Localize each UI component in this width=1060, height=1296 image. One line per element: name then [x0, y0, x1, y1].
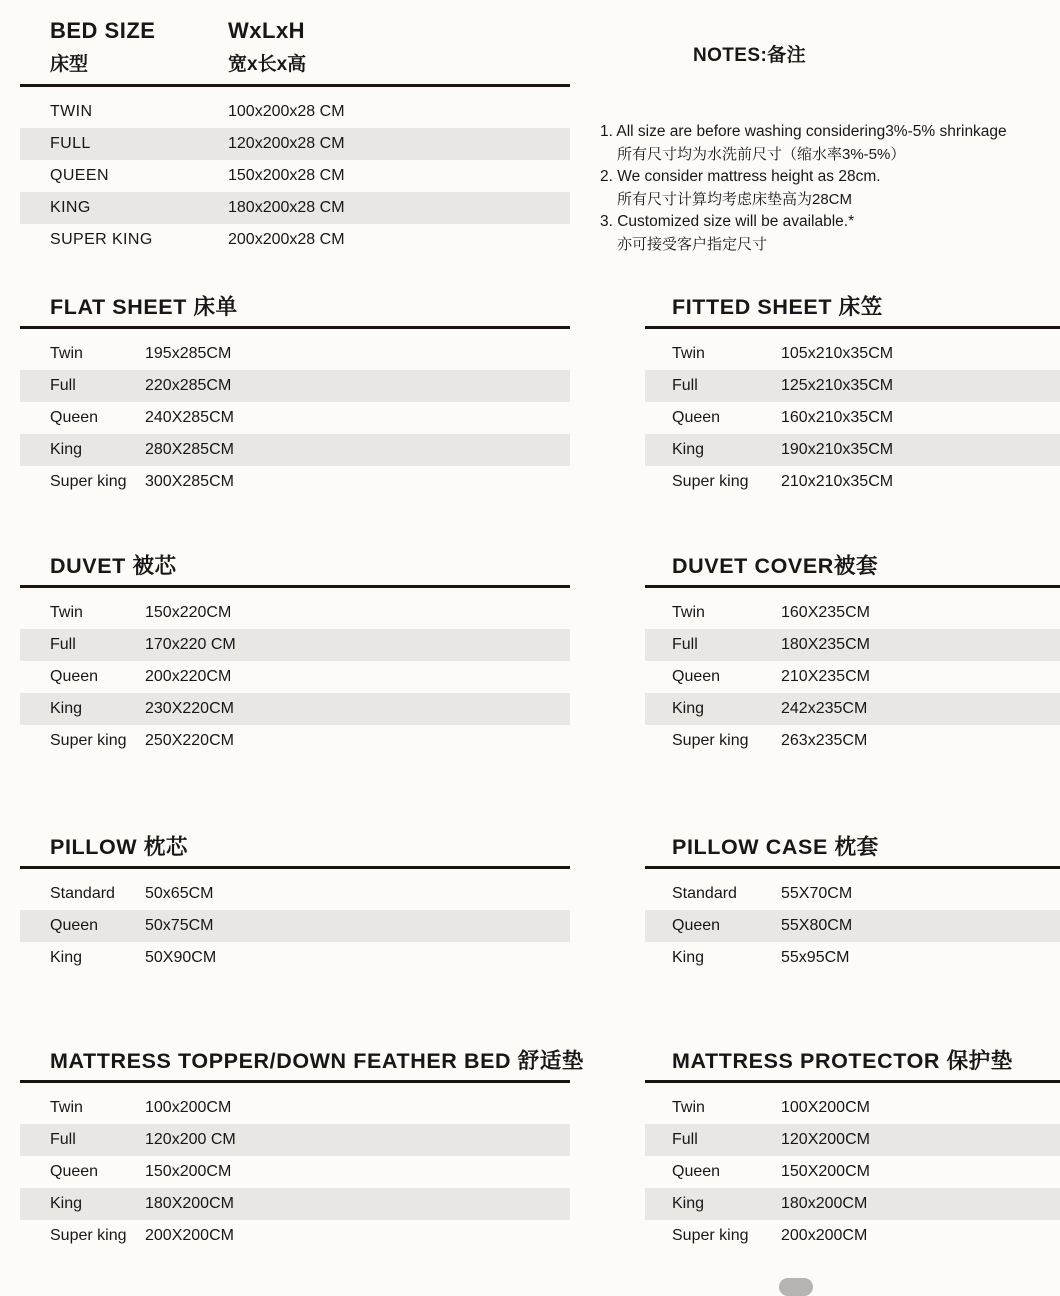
size-value: 210X235CM [781, 668, 870, 685]
size-label: Super king [50, 473, 127, 490]
size-value: 160X235CM [781, 604, 870, 621]
size-label: Standard [50, 885, 115, 902]
section-rows [20, 338, 570, 498]
table-row [20, 693, 570, 725]
size-label: King [672, 441, 705, 458]
section-pair [0, 1044, 1060, 1252]
size-label: King [50, 441, 83, 458]
size-label: Twin [672, 345, 705, 362]
section-rule [645, 1080, 1060, 1083]
size-label: SUPER KING [50, 231, 153, 248]
table-row [20, 661, 570, 693]
table-row [20, 224, 570, 256]
table-row [645, 1220, 1060, 1252]
table-row [645, 629, 1060, 661]
table-row [20, 160, 570, 192]
size-label: Queen [50, 409, 99, 426]
section-rows [645, 1092, 1060, 1252]
table-row [645, 402, 1060, 434]
size-label: QUEEN [50, 167, 109, 184]
size-label: Super king [50, 1227, 127, 1244]
bed-size-column-header [50, 18, 155, 76]
size-label: King [50, 949, 83, 966]
size-label: Super king [672, 732, 749, 749]
table-row [645, 1124, 1060, 1156]
table-row [20, 1124, 570, 1156]
note-line-zh: 所有尺寸均为水洗前尺寸（缩水率3%-5%） [617, 145, 906, 163]
bed-size-title: BED SIZE [50, 18, 156, 43]
size-label: Full [672, 377, 698, 394]
size-value: 180X235CM [781, 636, 870, 653]
section-title: DUVET COVER被套 [672, 554, 879, 578]
size-label: TWIN [50, 103, 93, 120]
size-value: 250X220CM [145, 732, 234, 749]
size-label: Queen [50, 1163, 99, 1180]
size-label: Twin [50, 604, 83, 621]
size-label: FULL [50, 135, 91, 152]
table-row [20, 434, 570, 466]
section-title: PILLOW 枕芯 [50, 835, 188, 859]
size-label: King [50, 700, 83, 717]
table-row [645, 693, 1060, 725]
size-label: Full [50, 377, 76, 394]
size-value: 300X285CM [145, 473, 234, 490]
size-value: 160x210x35CM [781, 409, 894, 426]
size-sections [0, 290, 1060, 1252]
size-value: 180x200CM [781, 1195, 868, 1212]
size-label: Twin [50, 345, 83, 362]
size-value: 242x235CM [781, 700, 868, 717]
notes-title: NOTES:备注 [693, 45, 806, 66]
size-value: 230X220CM [145, 700, 234, 717]
table-row [20, 1092, 570, 1124]
table-row [645, 1188, 1060, 1220]
header-rule [20, 84, 570, 87]
table-row [645, 338, 1060, 370]
size-value: 55X70CM [781, 885, 853, 902]
section-title: DUVET 被芯 [50, 554, 177, 578]
size-value: 150x200CM [145, 1163, 232, 1180]
table-row [20, 597, 570, 629]
size-value: 120X200CM [781, 1131, 870, 1148]
size-label: Queen [50, 668, 99, 685]
table-row [20, 402, 570, 434]
size-value: 210x210x35CM [781, 473, 894, 490]
size-value: 200x220CM [145, 668, 232, 685]
size-value: 150X200CM [781, 1163, 870, 1180]
size-value: 220x285CM [145, 377, 232, 394]
size-value: 280X285CM [145, 441, 234, 458]
table-row [645, 661, 1060, 693]
table-row [645, 1092, 1060, 1124]
dimensions-column-header [228, 18, 306, 76]
size-value: 170x220 CM [145, 636, 236, 653]
size-label: Queen [672, 917, 721, 934]
size-label: Twin [50, 1099, 83, 1116]
table-row [20, 910, 570, 942]
size-label: Full [672, 1131, 698, 1148]
section-rule [20, 326, 570, 329]
size-value: 200x200CM [781, 1227, 868, 1244]
size-value: 240X285CM [145, 409, 234, 426]
size-label: Full [50, 1131, 76, 1148]
section-rule [20, 866, 570, 869]
size-value: 55X80CM [781, 917, 853, 934]
table-row [645, 466, 1060, 498]
scroll-indicator [779, 1278, 813, 1296]
section-title: PILLOW CASE 枕套 [672, 835, 879, 859]
size-value: 150x200x28 CM [228, 167, 345, 184]
size-label: Queen [672, 1163, 721, 1180]
size-value: 200x200x28 CM [228, 231, 345, 248]
size-label: Super king [672, 1227, 749, 1244]
section-title: MATTRESS TOPPER/DOWN FEATHER BED 舒适垫 [50, 1049, 585, 1073]
table-row [645, 434, 1060, 466]
bed-size-section [0, 0, 1060, 265]
size-label: King [672, 949, 705, 966]
note-line-zh: 所有尺寸计算均考虑床垫高为28CM [617, 190, 853, 208]
table-row [645, 370, 1060, 402]
dims-subtitle: 宽x长x高 [228, 54, 307, 75]
size-value: 55x95CM [781, 949, 850, 966]
section-rule [645, 585, 1060, 588]
table-row [20, 1220, 570, 1252]
size-label: Full [672, 636, 698, 653]
table-row [645, 878, 1060, 910]
size-value: 195x285CM [145, 345, 232, 362]
bed-size-subtitle: 床型 [50, 54, 89, 75]
notes-list [600, 121, 1060, 256]
size-value: 180X200CM [145, 1195, 234, 1212]
size-label: Twin [672, 604, 705, 621]
section-rows [645, 878, 1060, 974]
table-row [20, 466, 570, 498]
table-row [20, 192, 570, 224]
table-row [20, 128, 570, 160]
table-row [645, 1156, 1060, 1188]
section-pair [0, 830, 1060, 974]
table-row [20, 725, 570, 757]
table-row [645, 942, 1060, 974]
section-rule [20, 1080, 570, 1083]
size-label: King [672, 1195, 705, 1212]
table-row [20, 338, 570, 370]
size-value: 120x200x28 CM [228, 135, 345, 152]
dims-title: WxLxH [228, 18, 306, 43]
section-rows [20, 597, 570, 757]
note-line-zh: 亦可接受客户指定尺寸 [617, 235, 768, 253]
note-line-en: 2. We consider mattress height as 28cm. [600, 168, 881, 185]
size-value: 50x65CM [145, 885, 214, 902]
section-rule [645, 326, 1060, 329]
table-row [20, 878, 570, 910]
size-value: 50x75CM [145, 917, 214, 934]
size-value: 200X200CM [145, 1227, 234, 1244]
section-rule [20, 585, 570, 588]
table-row [20, 942, 570, 974]
size-label: KING [50, 199, 91, 216]
section-title: FLAT SHEET 床单 [50, 295, 238, 319]
size-value: 105x210x35CM [781, 345, 894, 362]
size-label: Super king [672, 473, 749, 490]
table-row [645, 910, 1060, 942]
size-label: Queen [50, 917, 99, 934]
size-label: Standard [672, 885, 737, 902]
section-rule [645, 866, 1060, 869]
size-label: Full [50, 636, 76, 653]
size-label: Queen [672, 409, 721, 426]
size-label: King [50, 1195, 83, 1212]
size-value: 263x235CM [781, 732, 868, 749]
section-rows [645, 597, 1060, 757]
section-title: FITTED SHEET 床笠 [672, 295, 883, 319]
size-value: 100X200CM [781, 1099, 870, 1116]
table-row [20, 96, 570, 128]
size-value: 120x200 CM [145, 1131, 236, 1148]
table-row [20, 1188, 570, 1220]
size-label: Super king [50, 732, 127, 749]
table-row [20, 629, 570, 661]
table-row [20, 370, 570, 402]
section-pair [0, 290, 1060, 498]
table-row [645, 597, 1060, 629]
size-value: 150x220CM [145, 604, 232, 621]
size-value: 190x210x35CM [781, 441, 894, 458]
section-rows [20, 878, 570, 974]
table-row [20, 1156, 570, 1188]
section-pair [0, 549, 1060, 757]
section-rows [645, 338, 1060, 498]
size-value: 180x200x28 CM [228, 199, 345, 216]
table-row [645, 725, 1060, 757]
section-title: MATTRESS PROTECTOR 保护垫 [672, 1049, 1013, 1073]
size-label: King [672, 700, 705, 717]
size-label: Queen [672, 668, 721, 685]
size-value: 100x200x28 CM [228, 103, 345, 120]
size-value: 125x210x35CM [781, 377, 894, 394]
size-value: 50X90CM [145, 949, 217, 966]
bed-size-rows [20, 96, 570, 256]
note-line-en: 3. Customized size will be available.* [600, 213, 855, 230]
note-line-en: 1. All size are before washing considering3%-5% shrinkage [600, 123, 1007, 140]
section-rows [20, 1092, 570, 1252]
size-value: 100x200CM [145, 1099, 232, 1116]
size-label: Twin [672, 1099, 705, 1116]
